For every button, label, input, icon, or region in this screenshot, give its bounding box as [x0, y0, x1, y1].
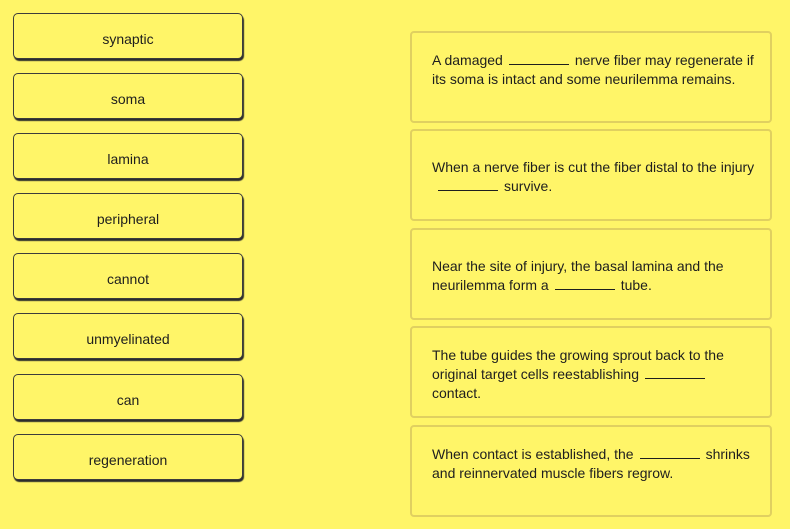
answer-blank[interactable] [645, 366, 705, 379]
clue-text-before: Near the site of injury, the basal lamina and the neurilemma form a [432, 258, 724, 293]
term-regeneration[interactable]: regeneration [13, 434, 243, 480]
answer-blank[interactable] [509, 52, 569, 65]
clue-text-before: The tube guides the growing sprout back to the original target cells reestablishing [432, 347, 724, 382]
term-cannot[interactable]: cannot [13, 253, 243, 299]
clue-box[interactable] [410, 326, 772, 418]
term-lamina[interactable]: lamina [13, 133, 243, 179]
answer-blank[interactable] [640, 446, 700, 459]
clue-text-before: When contact is established, the [432, 446, 634, 462]
term-synaptic[interactable]: synaptic [13, 13, 243, 59]
clue-text-after: tube. [620, 277, 652, 293]
clue-text-after: survive. [504, 178, 553, 194]
clue-box[interactable] [410, 129, 772, 221]
term-soma[interactable]: soma [13, 73, 243, 119]
clue-text-after: shrinks and reinnervated muscle fibers regrow. [432, 446, 750, 481]
term-peripheral[interactable]: peripheral [13, 193, 243, 239]
clue-box[interactable] [410, 228, 772, 320]
answer-blank[interactable] [555, 277, 615, 290]
term-can[interactable]: can [13, 374, 243, 420]
clue-box[interactable] [410, 425, 772, 517]
clue-box[interactable] [410, 31, 772, 123]
term-unmyelinated[interactable]: unmyelinated [13, 313, 243, 359]
clue-text-before: A damaged [432, 52, 503, 68]
clue-text-after: contact. [432, 385, 482, 401]
clue-text-before: When a nerve fiber is cut the fiber distal to the injury [432, 159, 755, 175]
answer-blank[interactable] [438, 178, 498, 191]
clue-text-after: nerve fiber may regenerate if its soma is intact and some neurilemma remains. [432, 52, 754, 87]
